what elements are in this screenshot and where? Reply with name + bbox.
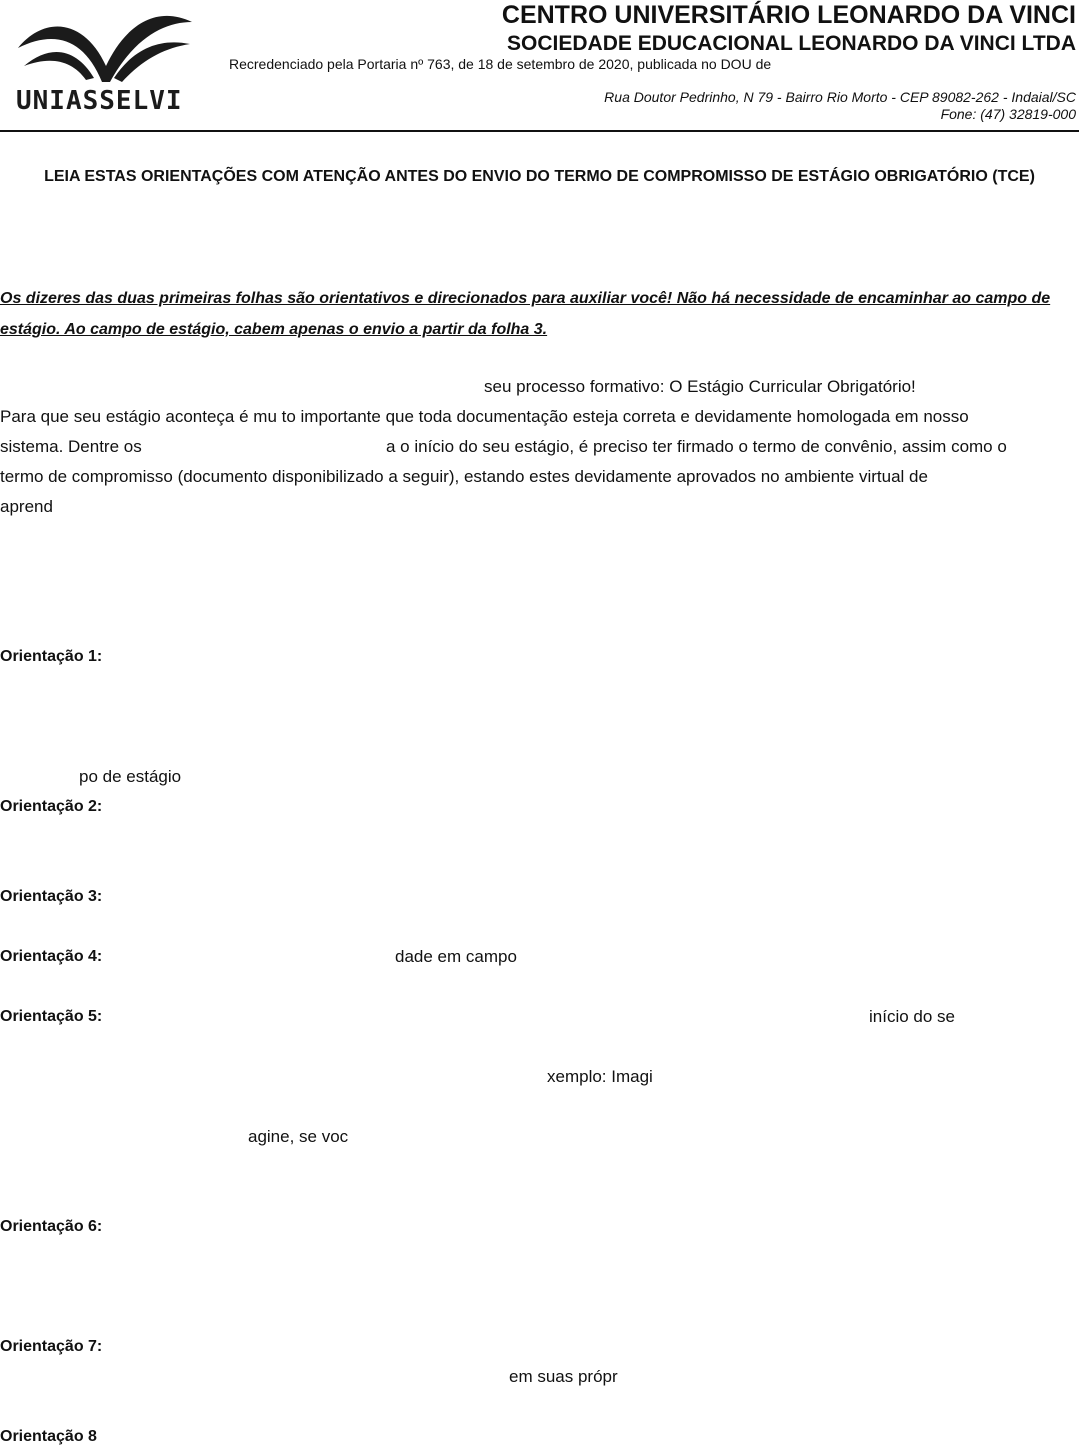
orientation-6-label: Orientação 6: — [0, 1218, 103, 1235]
intro-line-4: termo de compromisso (documento disponibilizado a seguir), estando estes devidamente aprovados no ambiente virtual de — [0, 467, 928, 486]
intro-line-1: seu processo formativo: O Estágio Curricular Obrigatório! — [484, 377, 916, 396]
phone-text: Fone: (47) 32819-000 — [940, 106, 1076, 122]
orientation-1-label: Orientação 1: — [0, 648, 103, 665]
orientation-7-fragment: em suas própr — [509, 1367, 618, 1386]
accreditation-text: Recredenciado pela Portaria nº 763, de 18 de setembro de 2020, publicada no DOU de — [229, 56, 772, 72]
orientation-4-label: Orientação 4: — [0, 948, 103, 965]
company-title: SOCIEDADE EDUCACIONAL LEONARDO DA VINCI LTDA — [507, 32, 1076, 55]
intro-line-3b: a o início do seu estágio, é preciso ter firmado o termo de convênio, assim como o — [386, 437, 1007, 456]
intro-line-5: aprend — [0, 497, 53, 516]
institution-title: CENTRO UNIVERSITÁRIO LEONARDO DA VINCI — [501, 1, 1076, 29]
logo-wings-icon — [14, 8, 194, 88]
header-divider — [0, 130, 1079, 132]
orientation-5-fragment-a: início do se — [869, 1007, 955, 1026]
notice-text: Os dizeres das duas primeiras folhas são orientativos e direcionados para auxiliar você! Não há necessidade de encaminhar ao campo de estágio. Ao campo de estágio, cabem apenas o envio a partir da folha 3. — [0, 290, 1051, 338]
orientation-5-fragment-c: agine, se voc — [248, 1127, 349, 1146]
intro-line-2: Para que seu estágio aconteça é mu to importante que toda documentação esteja correta e devidamente homologada em nosso — [0, 407, 969, 426]
orientation-5-label: Orientação 5: — [0, 1008, 103, 1025]
intro-line-3a: sistema. Dentre os — [0, 437, 142, 456]
orientation-2-label: Orientação 2: — [0, 798, 103, 815]
orientation-4-fragment: dade em campo — [395, 947, 517, 966]
page-heading: LEIA ESTAS ORIENTAÇÕES COM ATENÇÃO ANTES DO ENVIO DO TERMO DE COMPROMISSO DE ESTÁGIO OBRIGATÓRIO (TCE) — [44, 168, 1035, 185]
orientation-7-label: Orientação 7: — [0, 1338, 103, 1355]
orientation-8-label: Orientação 8 — [0, 1428, 97, 1445]
orientation-3-label: Orientação 3: — [0, 888, 103, 905]
orientation-5-fragment-b: xemplo: Imagi — [547, 1067, 653, 1086]
logo-text: UNIASSELVI — [16, 86, 183, 116]
uniasselvi-logo — [14, 8, 194, 116]
address-text: Rua Doutor Pedrinho, N 79 - Bairro Rio Morto - CEP 89082-262 - Indaial/SC — [604, 89, 1076, 105]
orientation-1-fragment: po de estágio — [79, 767, 182, 786]
